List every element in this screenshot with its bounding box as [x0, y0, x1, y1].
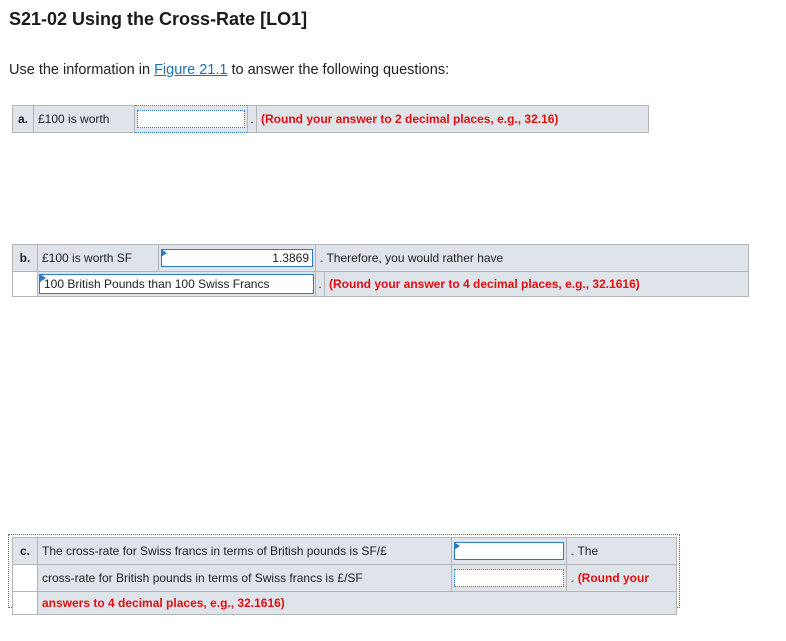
part-c-spacer-2	[13, 592, 38, 615]
part-b-preference-select[interactable]	[39, 274, 314, 294]
part-c-text-1: The cross-rate for Swiss francs in terms of British pounds is SF/£	[38, 538, 452, 565]
answer-flag-icon	[161, 249, 167, 257]
part-a-period: .	[248, 106, 257, 133]
part-b-row-2	[13, 272, 749, 297]
part-c-table	[12, 537, 677, 615]
part-c-spacer-1	[13, 565, 38, 592]
answer-flag-icon	[454, 542, 460, 550]
part-c-text-2: cross-rate for British pounds in terms of Swiss francs is £/SF	[38, 565, 452, 592]
part-c-rounding-hint-text: (Round your	[577, 571, 650, 585]
part-a-rounding-hint: (Round your answer to 2 decimal places, e.g., 32.16)	[257, 106, 649, 133]
part-b-after-text: . Therefore, you would rather have	[316, 245, 749, 272]
part-a-label: a.	[13, 106, 34, 133]
select-flag-icon	[40, 274, 46, 282]
part-c-row-1	[13, 538, 677, 565]
part-c-answer-1-cell	[452, 538, 567, 565]
part-b-table	[12, 244, 749, 297]
page-title: S21-02 Using the Cross-Rate [LO1]	[9, 9, 308, 29]
part-c-answer-1-wrap	[454, 542, 564, 560]
part-c-answer-1-input[interactable]	[454, 542, 564, 560]
part-b-spacer	[13, 272, 38, 297]
part-c-row-3	[13, 592, 677, 615]
part-b-rounding-hint: (Round your answer to 4 decimal places, e.g., 32.1616)	[325, 272, 749, 297]
part-a-table	[12, 105, 649, 133]
part-c-row-2	[13, 565, 677, 592]
part-c-after-text-1: . The	[567, 538, 677, 565]
part-a-text: £100 is worth	[34, 106, 135, 133]
part-c-rounding-hint-1	[567, 565, 677, 592]
part-a-answer-input[interactable]	[137, 110, 245, 128]
part-b-answer-input[interactable]	[161, 249, 313, 267]
instructions	[9, 62, 449, 78]
part-b-label: b.	[13, 245, 38, 272]
figure-link[interactable]: Figure 21.1	[154, 62, 228, 78]
part-b-select-cell	[38, 272, 316, 297]
part-b-select-value: 100 British Pounds than 100 Swiss Francs	[44, 277, 270, 291]
part-b-period: .	[316, 272, 325, 297]
part-b-row-1	[13, 245, 749, 272]
part-c-rounding-hint-2: answers to 4 decimal places, e.g., 32.1616)	[38, 592, 677, 615]
part-c-answer-2-input[interactable]	[454, 569, 564, 587]
part-a-row	[13, 106, 649, 133]
part-b-answer-cell	[159, 245, 316, 272]
part-c-period: .	[571, 571, 575, 585]
instructions-text-after: to answer the following questions:	[227, 62, 450, 78]
part-c-label: c.	[13, 538, 38, 565]
part-b-answer-wrap	[161, 249, 313, 267]
part-c-answer-2-cell	[452, 565, 567, 592]
instructions-text-before: Use the information in	[9, 62, 155, 78]
part-b-text: £100 is worth SF	[38, 245, 159, 272]
part-a-answer-cell	[135, 106, 248, 133]
